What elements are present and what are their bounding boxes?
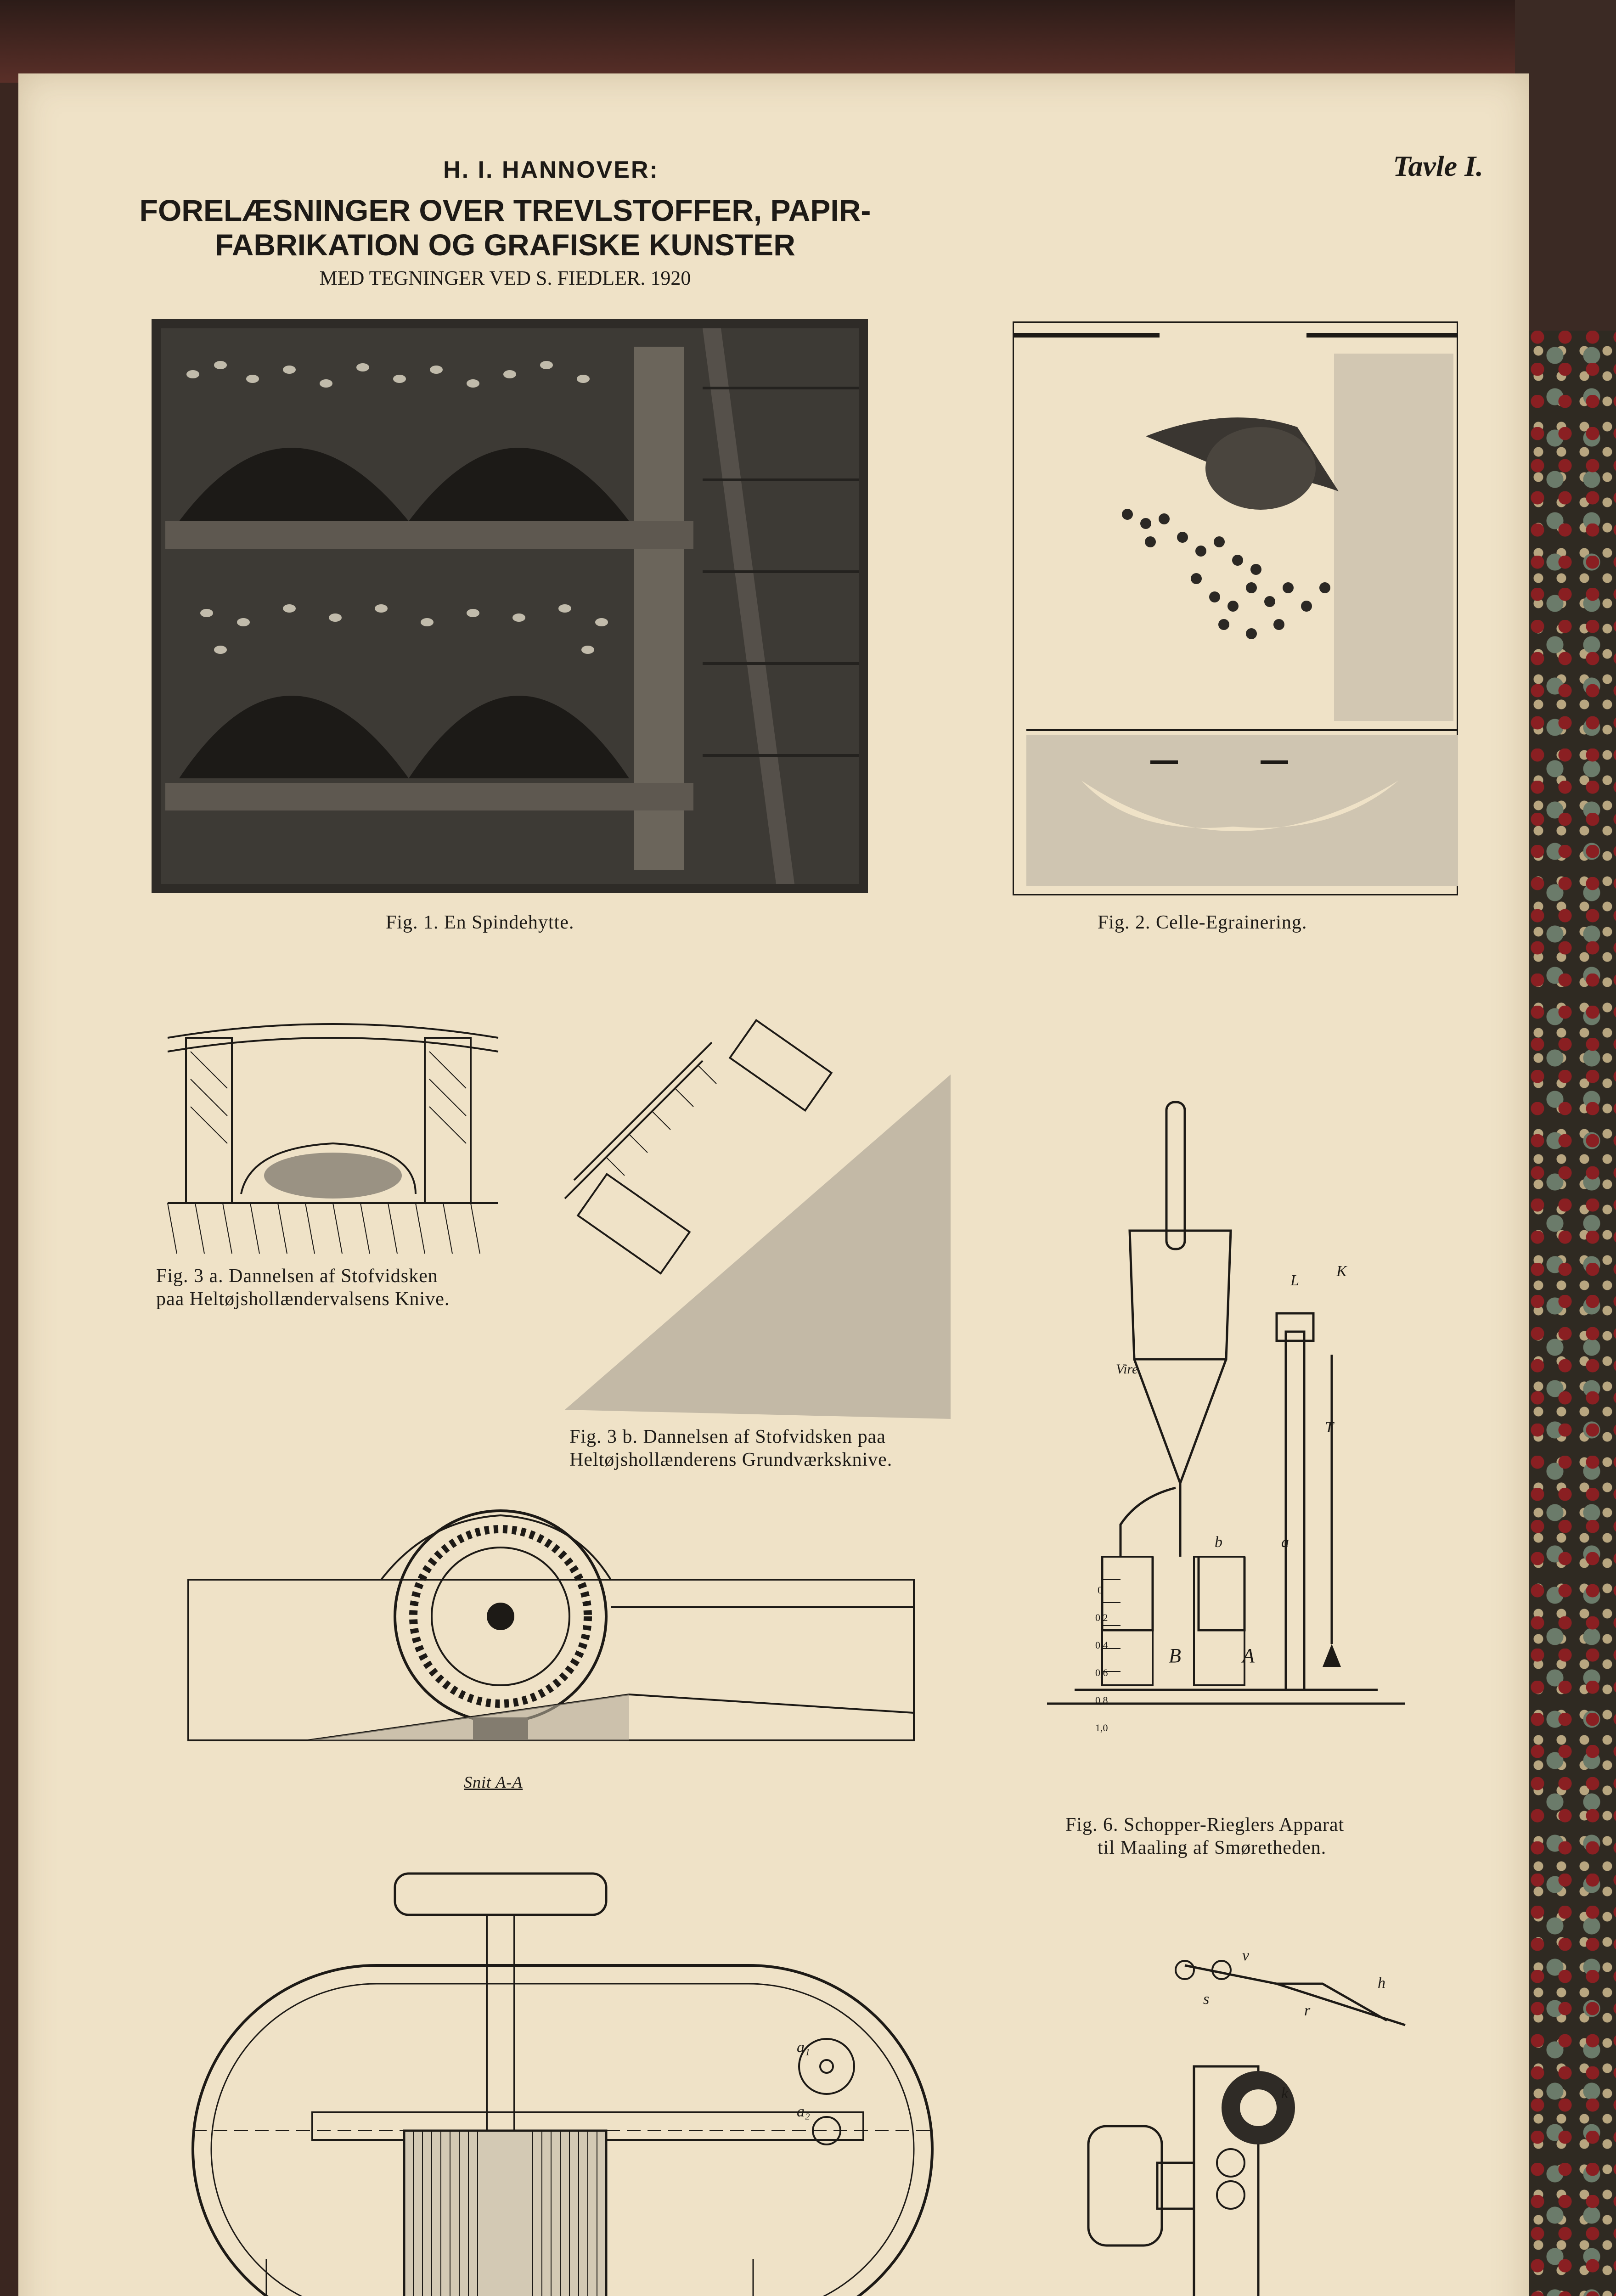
fig5-label-a1: a₁ — [797, 2039, 810, 2056]
title-line-2: FABRIKATION OG GRAFISKE KUNSTER — [215, 228, 795, 262]
author: H. I. HANNOVER: — [443, 157, 659, 183]
fig6-label-B: B — [1169, 1644, 1181, 1667]
fig7-machine-drawing — [1047, 1956, 1424, 2296]
fig5-plan-drawing — [184, 1864, 941, 2296]
fig4-section-drawing — [170, 1497, 932, 1754]
fig6-caption-line1: Fig. 6. Schopper-Rieglers Apparat — [1065, 1814, 1345, 1835]
fig6-scale-02: 0,2 — [1095, 1612, 1108, 1623]
fig6-label-L: L — [1290, 1272, 1299, 1289]
fig6-scale-08: 0,8 — [1095, 1694, 1108, 1706]
fig3b-caption-line2: Heltøjshollænderens Grundværksknive. — [569, 1449, 893, 1470]
fig6-caption-line2: til Maaling af Smøretheden. — [1098, 1837, 1327, 1858]
fig3a-caption-line1: Fig. 3 a. Dannelsen af Stofvidsken — [156, 1266, 438, 1287]
fig6-scale-0: 0 — [1098, 1584, 1103, 1596]
book-cover-top — [0, 0, 1616, 83]
fig1-caption: Fig. 1. En Spindehytte. — [386, 912, 574, 933]
fig3b-drawing — [537, 1006, 960, 1419]
plate-number: Tavle I. — [1393, 150, 1483, 182]
fig2-illustration — [1013, 321, 1458, 895]
fig6-scale-06: 0,6 — [1095, 1667, 1108, 1678]
fig6-label-K: K — [1336, 1263, 1347, 1280]
fig2-caption: Fig. 2. Celle-Egrainering. — [1098, 912, 1307, 933]
fig3a-caption-line2: paa Heltøjshollændervalsens Knive. — [156, 1289, 450, 1310]
fig7-label-r: r — [1304, 2002, 1311, 2019]
fig7-label-v: v — [1242, 1947, 1250, 1964]
fig1-engraving — [152, 319, 868, 893]
fig3a-drawing — [158, 1010, 507, 1258]
marbled-endpaper — [1529, 331, 1616, 2296]
fig7-label-s: s — [1203, 1991, 1210, 2008]
plate-page — [18, 73, 1529, 2296]
fig6-apparatus-drawing — [1029, 1093, 1433, 1800]
fig4-label: Snit A-A — [464, 1773, 523, 1791]
fig7-label-h: h — [1378, 1975, 1385, 1992]
fig7-label-k: k — [1281, 2085, 1289, 2102]
fig6-label-a: a — [1281, 1534, 1289, 1551]
fig6-label-b: b — [1215, 1534, 1222, 1551]
title-line-1: FORELÆSNINGER OVER TREVLSTOFFER, PAPIR- — [139, 193, 871, 227]
fig6-label-A: A — [1242, 1644, 1255, 1667]
fig6-label-vire: Vire — [1116, 1362, 1138, 1377]
subtitle: MED TEGNINGER VED S. FIEDLER. 1920 — [319, 267, 691, 289]
fig3b-caption-line1: Fig. 3 b. Dannelsen af Stofvidsken paa — [569, 1426, 886, 1447]
fig6-scale-10: 1,0 — [1095, 1722, 1108, 1733]
fig5-label-a2: a₂ — [797, 2103, 810, 2120]
fig6-scale-04: 0,4 — [1095, 1639, 1108, 1651]
fig6-label-T: T — [1325, 1419, 1334, 1436]
